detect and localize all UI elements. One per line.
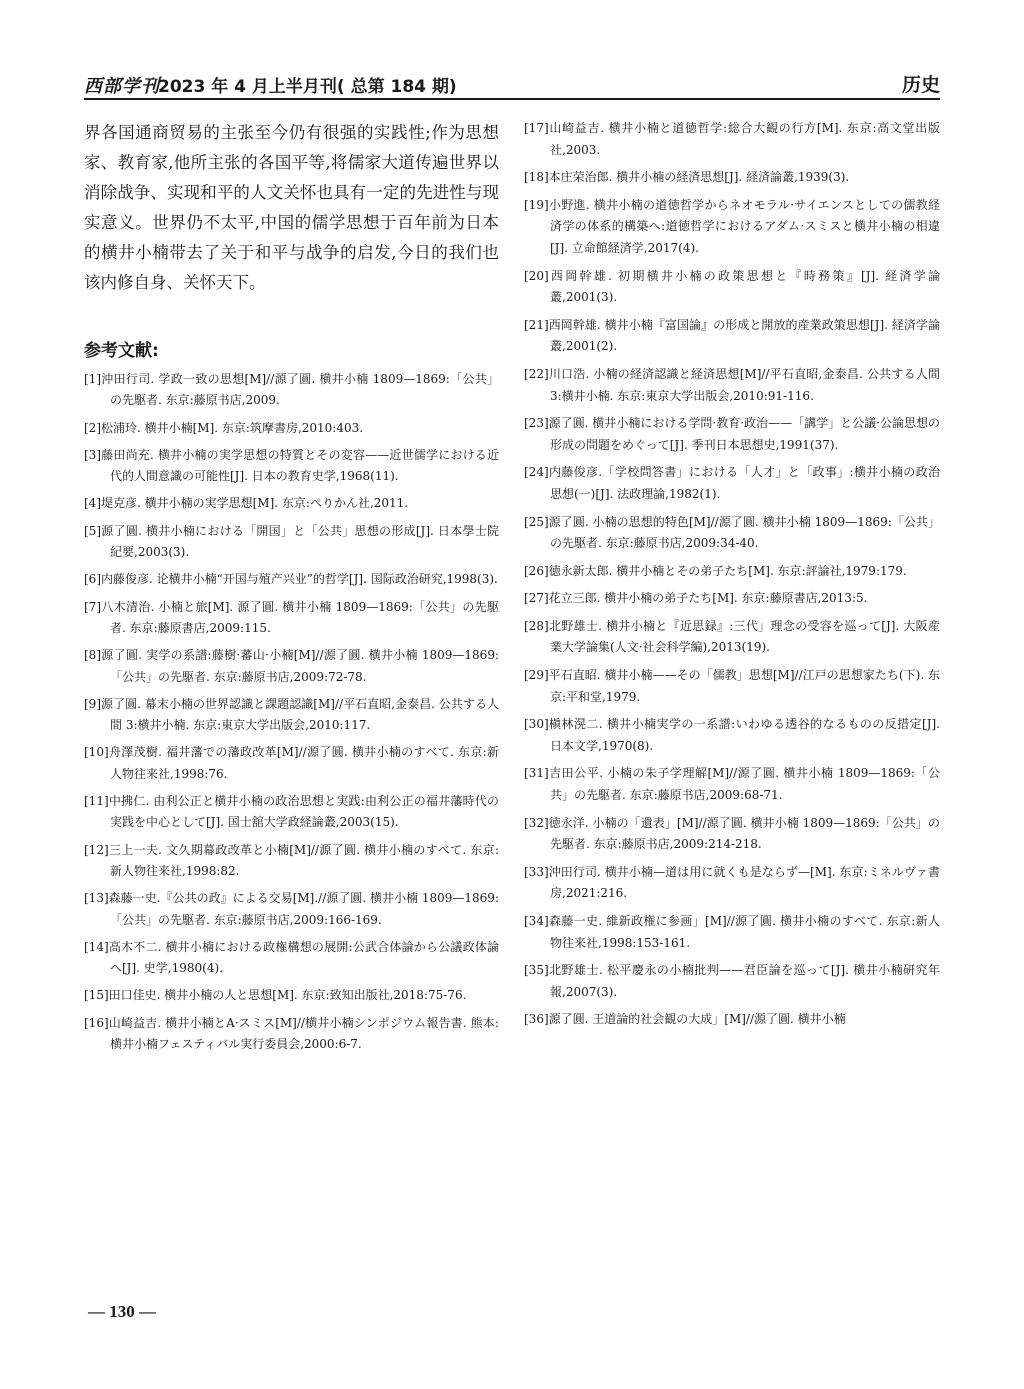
reference-item: [33]沖田行司. 横井小楠—道は用に就くも是ならず—[M]. 东京:ミネルヴァ書房,2021:216. (524, 864, 940, 901)
reference-item: [8]源了圓. 実学の系譜:藤樹·蕃山·小楠[M]//源了圓. 横井小楠 1809—1869:「公共」の先駆者. 东京:藤原书店,2009:72-78. (84, 648, 499, 684)
page-header (84, 70, 940, 98)
reference-item: [6]内藤俊彦. 论横井小楠“开国与殖产兴业”的哲学[J]. 国际政治研究,1998(3). (84, 572, 498, 587)
reference-item: [18]本庄荣治郎. 横井小楠の経済思想[J]. 経済論叢,1939(3). (524, 170, 850, 185)
reference-item: [36]源了圓. 王道論的社会観の大成」[M]//源了圓. 横井小楠 (524, 1012, 846, 1027)
reference-item: [13]森藤一史.『公共の政』による交易[M].//源了圓. 横井小楠 1809—1869:「公共」の先駆者. 东京:藤原书店,2009:166-169. (84, 891, 499, 927)
reference-item: [7]八木清治. 小楠と旅[M]. 源了圓. 横井小楠 1809—1869:「公共」の先駆者. 东京:藤原書店,2009:115. (84, 599, 499, 635)
references-title: 参考文献: (84, 341, 159, 361)
body-paragraph: 界各国通商贸易的主张至今仍有很强的实践性;作为思想家、教育家,他所主张的各国平等,将儒家大道传遍世界以消除战争、实现和平的人文关怀也具有一定的先进性与现实意义。世界仍不太平,中国的儒学思想于百年前为日本的横井小楠带去了关于和平与战争的启发,今日的我们也该内修自身、关怀天下。 (84, 123, 499, 292)
reference-item: [28]北野雄士. 横井小楠と『近思録』:三代」理念の受容を巡って[J]. 大阪産業大学論集(人文·社会科学編),2013(19). (524, 618, 940, 655)
reference-item: [31]吉田公平. 小楠の朱子学理解[M]//源了圓. 横井小楠 1809—1869:「公共」の先駆者. 东京:藤原书店,2009:68-71. (524, 766, 940, 803)
reference-item: [20]西岡幹雄. 初期横井小楠の政策思想と『時務策』[J]. 経済学論叢,2001(3). (524, 268, 940, 305)
reference-item: [14]高木不二. 横井小楠における政権構想の展開:公武合体論から公議政体論へ[J]. 史学,1980(4). (84, 939, 499, 976)
reference-item: [21]西岡幹雄. 横井小楠『富国論』の形成と開放的産業政策思想[J]. 経済学論叢,2001(2). (524, 317, 940, 354)
reference-item: [16]山崎益吉. 横井小楠とA·スミス[M]//横井小楠シンポジウム報告書. 熊本:横井小楠フェスティバル実行委員会,2000:6-7. (84, 1015, 499, 1052)
reference-item: [17]山崎益吉. 横井小楠と道徳哲学:総合大観の行方[M]. 东京:高文堂出版社,2003. (524, 121, 940, 157)
reference-item: [11]中拂仁. 由利公正と横井小楠の政治思想と実践:由利公正の福井藩時代の実践を中心として[J]. 国士舘大学政経論叢,2003(15). (84, 794, 499, 830)
reference-item: [23]源了圓. 横井小楠における学問·教育·政治——「講学」と公議·公論思想の形成の問題をめぐって[J]. 季刊日本思想史,1991(37). (524, 416, 940, 452)
reference-item: [22]川口浩. 小楠の経済認識と経済思想[M]//平石直昭,金泰昌. 公共する人間 3:横井小楠. 东京:東京大学出版会,2010:91-116. (524, 366, 940, 403)
left-column (84, 118, 499, 1061)
reference-item: [25]源了圓. 小楠の思想的特色[M]//源了圓. 横井小楠 1809—1869:「公共」の先駆者. 东京:藤原书店,2009:34-40. (524, 514, 940, 551)
issue-info: 2023 年 4 月上半月刊( 总第 184 期) (158, 77, 457, 97)
reference-item: [34]森藤一史. 維新政権に参画」[M]//源了圓. 横井小楠のすべて. 东京:新人物往来社,1998:153-161. (524, 914, 940, 950)
reference-item: [10]舟澤茂樹. 福井藩での藩政改革[M]//源了圓. 横井小楠のすべて. 东京:新人物往来社,1998:76. (84, 745, 499, 781)
reference-item: [26]徳永新太郎. 横井小楠とその弟子たち[M]. 东京:評論社,1979:179. (524, 563, 907, 578)
reference-item: [3]藤田尚充. 横井小楠の実学思想の特質とその変容——近世儒学における近代的人間意識の可能性[J]. 日本の教育史学,1968(11). (84, 447, 499, 484)
reference-item: [30]槇林滉二. 横井小楠実学の一系譜:いわゆる透谷的なるものの反措定[J]. 日本文学,1970(8). (524, 717, 940, 753)
reference-item: [32]徳永洋. 小楠の「遺表」[M]//源了圓. 横井小楠 1809—1869:「公共」の先駆者. 东京:藤原书店,2009:214-218. (524, 815, 940, 852)
header-rule (84, 98, 940, 100)
section-label: 历史 (901, 74, 940, 96)
reference-item: [15]田口佳史. 横井小楠の人と思想[M]. 东京:致知出版社,2018:75-76. (84, 988, 467, 1003)
reference-list-left (84, 369, 499, 1055)
reference-item: [1]沖田行司. 学政一致の思想[M]//源了圓. 横井小楠 1809—1869:「公共」の先駆者. 东京:藤原书店,2009. (84, 372, 499, 408)
reference-item: [29]平石直昭. 横井小楠——その「儒教」思想[M]//江戸の思想家たち(下). 东京:平和堂,1979. (524, 668, 940, 704)
reference-item: [12]三上一夫. 文久期幕政改革と小楠[M]//源了圓. 横井小楠のすべて. 东京:新人物往来社,1998:82. (84, 842, 499, 878)
reference-item: [19]小野進. 横井小楠の道徳哲学からネオモラル·サイエンスとしての儒教経済学の体系的構築へ:道徳哲学におけるアダム·スミスと横井小楠の相違[J]. 立命館経済学,2017(4). (524, 197, 940, 255)
reference-item: [9]源了圓. 幕末小楠の世界認識と課題認識[M]//平石直昭,金泰昌. 公共する人間 3:横井小楠. 东京:東京大学出版会,2010:117. (84, 696, 499, 733)
journal-logo: 西部学刊 (84, 76, 160, 97)
reference-item: [27]花立三郎. 横井小楠の弟子たち[M]. 东京:藤原書店,2013:5. (524, 591, 868, 606)
reference-item: [35]北野雄士. 松平慶永の小楠批判——君臣論を巡って[J]. 横井小楠研究年報,2007(3). (524, 963, 940, 999)
right-column (524, 118, 940, 1037)
reference-item: [2]松浦玲. 横井小楠[M]. 东京:筑摩書房,2010:403. (84, 420, 364, 435)
reference-list-right (524, 118, 940, 1031)
reference-item: [24]内藤俊彦.「学校問答書」における「人才」と「政事」:横井小楠の政治思想(一)[J]. 法政理論,1982(1). (524, 465, 940, 501)
page-number: — 130 — (88, 1302, 156, 1321)
reference-item: [5]源了圓. 横井小楠における「開国」と「公共」思想の形成[J]. 日本學士院紀要,2003(3). (84, 523, 499, 560)
reference-item: [4]堤克彦. 横井小楠の実学思想[M]. 东京:ぺりかん社,2011. (84, 496, 409, 511)
